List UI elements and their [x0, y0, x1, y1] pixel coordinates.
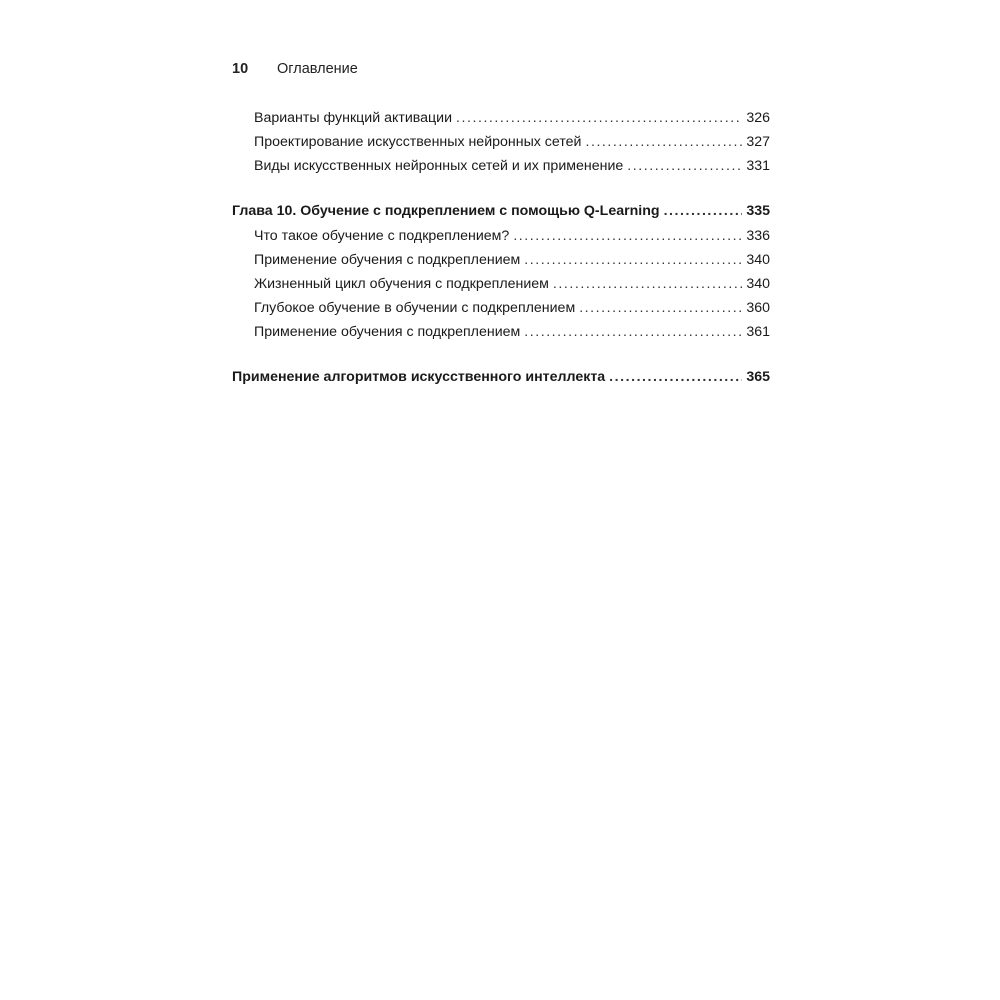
toc-leader-dots — [585, 131, 742, 153]
toc-entry-page: 340 — [746, 276, 770, 292]
toc-entry-title: Глава 10. Обучение с подкреплением с помощью Q-Learning — [232, 203, 660, 219]
running-head — [232, 58, 358, 80]
toc-entry-page: 331 — [746, 158, 770, 174]
toc-entry-title: Проектирование искусственных нейронных сетей — [254, 134, 582, 150]
toc-entry-page: 336 — [746, 228, 770, 244]
toc-leader-dots — [524, 321, 742, 343]
toc-leader-dots — [553, 273, 742, 295]
toc-leader-dots — [664, 200, 743, 222]
toc-entry-page: 365 — [746, 369, 770, 385]
toc-leader-dots — [456, 107, 742, 129]
toc-entry — [254, 273, 770, 295]
toc-entry — [254, 249, 770, 271]
toc-leader-dots — [609, 366, 742, 388]
toc-entry-title: Применение обучения с подкреплением — [254, 324, 521, 340]
toc-entry-title: Жизненный цикл обучения с подкреплением — [254, 276, 549, 292]
page-number: 10 — [232, 61, 249, 77]
toc-entry-title: Глубокое обучение в обучении с подкреплением — [254, 300, 576, 316]
toc-entry-title: Варианты функций активации — [254, 110, 453, 126]
toc-chapter-entry — [232, 200, 770, 222]
toc-entry — [254, 131, 770, 153]
toc-entry-title: Что такое обучение с подкреплением? — [254, 228, 510, 244]
toc-entry-title: Применение обучения с подкреплением — [254, 252, 521, 268]
toc-entry-title: Виды искусственных нейронных сетей и их применение — [254, 158, 624, 174]
toc-entry — [254, 297, 770, 319]
toc-entry-page: 326 — [746, 110, 770, 126]
toc-leader-dots — [513, 225, 742, 247]
toc-entry-page: 340 — [746, 252, 770, 268]
toc-entry-page: 360 — [746, 300, 770, 316]
toc-entry — [254, 321, 770, 343]
toc-leader-dots — [627, 155, 742, 177]
toc-leader-dots — [579, 297, 742, 319]
toc-entry-title: Применение алгоритмов искусственного интеллекта — [232, 369, 606, 385]
toc-entry-page: 335 — [746, 203, 770, 219]
toc-entry-page: 327 — [746, 134, 770, 150]
toc-entry — [254, 225, 770, 247]
toc-part-entry — [232, 366, 770, 388]
toc-entry-page: 361 — [746, 324, 770, 340]
toc-entry — [254, 155, 770, 177]
toc-entry — [254, 107, 770, 129]
toc-leader-dots — [524, 249, 742, 271]
running-head-title: Оглавление — [277, 61, 358, 77]
